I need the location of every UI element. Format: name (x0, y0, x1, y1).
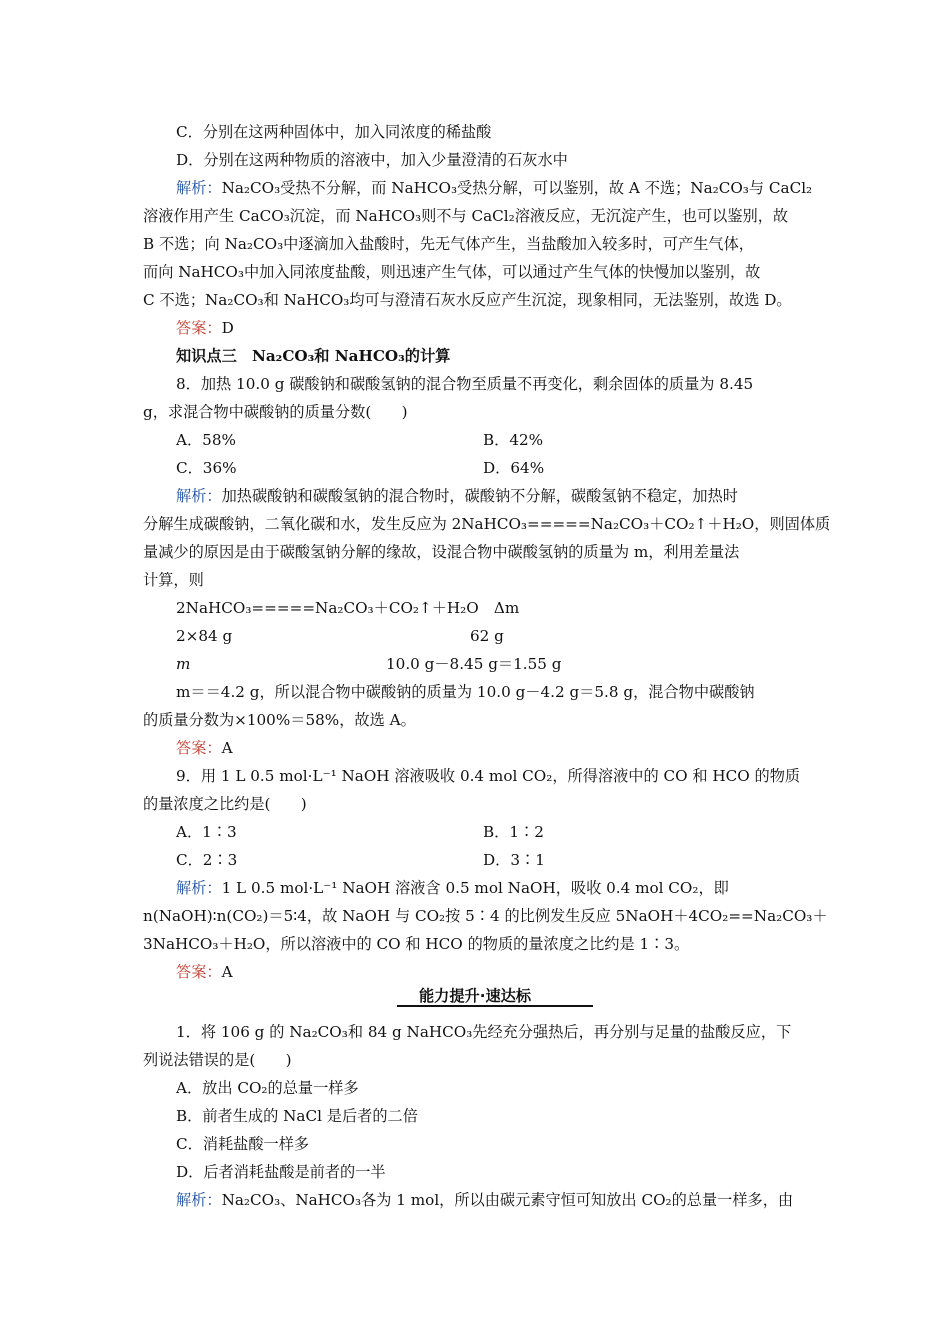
analysis-line: 3NaHCO₃＋H₂O，所以溶液中的 CO 和 HCO 的物质的量浓度之比约是 1∶3。 (143, 935, 690, 953)
question-1-cont: 列说法错误的是( ) (143, 1051, 292, 1069)
answer-line (176, 318, 234, 338)
option-a: A．1∶3 (176, 823, 237, 841)
analysis-label: 解析： (176, 179, 222, 197)
analysis-label: 解析： (176, 879, 222, 897)
section-title: 能力提升·速达标 (418, 987, 532, 1005)
equation-difference: 10.0 g－8.45 g＝1.55 g (386, 655, 562, 673)
analysis-text: 加热碳酸钠和碳酸氢钠的混合物时，碳酸钠不分解，碳酸氢钠不稳定，加热时 (221, 487, 738, 505)
answer-line (176, 738, 233, 758)
analysis-line: B 不选；向 Na₂CO₃中逐滴加入盐酸时，先无气体产生，当盐酸加入较多时，可产生气体， (143, 235, 754, 253)
question-8: 8．加热 10.0 g 碳酸钠和碳酸氢钠的混合物至质量不再变化，剩余固体的质量为 8.45 (176, 375, 754, 393)
analysis-line: n(NaOH)∶n(CO₂)＝5∶4，故 NaOH 与 CO₂按 5∶4 的比例发生反应 5NaOH＋4CO₂==Na₂CO₃＋ (143, 907, 828, 925)
analysis-line: 的质量分数为×100%＝58%，故选 A。 (143, 711, 416, 729)
option-a: A．58% (176, 431, 236, 449)
answer-line (176, 962, 233, 982)
analysis-label: 解析： (176, 487, 222, 505)
analysis-text: Na₂CO₃、NaHCO₃各为 1 mol，所以由碳元素守恒可知放出 CO₂的总量一样多，由 (221, 1191, 794, 1209)
analysis-text: Na₂CO₃受热不分解，而 NaHCO₃受热分解，可以鉴别，故 A 不选；Na₂CO₃与 CaCl₂ (221, 179, 813, 197)
analysis-line (176, 486, 738, 506)
analysis-line: 计算，则 (143, 571, 204, 589)
analysis-line: 量减少的原因是由于碳酸氢钠分解的缘故，设混合物中碳酸氢钠的质量为 m，利用差量法 (143, 543, 740, 561)
option-c: C．分别在这两种固体中，加入同浓度的稀盐酸 (176, 123, 492, 141)
equation-delta: 62 g (470, 627, 504, 645)
analysis-line (176, 178, 812, 198)
equation-line: 2NaHCO₃=====Na₂CO₃＋CO₂↑＋H₂O Δm (176, 599, 520, 617)
answer-label: 答案： (176, 319, 222, 337)
knowledge-point-heading: 知识点三 Na₂CO₃和 NaHCO₃的计算 (176, 347, 451, 365)
equation-mass: 2×84 g (176, 627, 233, 645)
answer-value: D (221, 319, 234, 337)
analysis-line (176, 1190, 793, 1210)
analysis-line (176, 878, 729, 898)
analysis-line: 而向 NaHCO₃中加入同浓度盐酸，则迅速产生气体，可以通过产生气体的快慢加以鉴别，故 (143, 263, 761, 281)
answer-value: A (221, 963, 233, 981)
analysis-label: 解析： (176, 1191, 222, 1209)
analysis-line: 溶液作用产生 CaCO₃沉淀，而 NaHCO₃则不与 CaCl₂溶液反应，无沉淀产生，也可以鉴别，故 (143, 207, 789, 225)
equation-variable: m (176, 655, 191, 673)
option-d: D．3∶1 (483, 851, 545, 869)
question-9: 9．用 1 L 0.5 mol·L⁻¹ NaOH 溶液吸收 0.4 mol CO₂，所得溶液中的 CO 和 HCO 的物质 (176, 767, 801, 785)
analysis-line: C 不选；Na₂CO₃和 NaHCO₃均可与澄清石灰水反应产生沉淀，现象相同，无法鉴别，故选 D。 (143, 291, 792, 309)
question-8-cont: g，求混合物中碳酸钠的质量分数( ) (143, 403, 408, 421)
option-d: D．后者消耗盐酸是前者的一半 (176, 1163, 386, 1181)
question-1: 1．将 106 g 的 Na₂CO₃和 84 g NaHCO₃先经充分强热后，再分别与足量的盐酸反应，下 (176, 1023, 792, 1041)
question-9-cont: 的量浓度之比约是( ) (143, 795, 307, 813)
option-d: D．分别在这两种物质的溶液中，加入少量澄清的石灰水中 (176, 151, 568, 169)
answer-label: 答案： (176, 963, 222, 981)
analysis-line: 分解生成碳酸钠，二氧化碳和水，发生反应为 2NaHCO₃=====Na₂CO₃＋CO₂↑＋H₂O，则固体质 (143, 515, 831, 533)
option-b: B．1∶2 (483, 823, 544, 841)
option-c: C．36% (176, 459, 237, 477)
option-d: D．64% (483, 459, 545, 477)
option-b: B．42% (483, 431, 544, 449)
option-c: C．2∶3 (176, 851, 238, 869)
option-a: A．放出 CO₂的总量一样多 (176, 1079, 359, 1097)
answer-value: A (221, 739, 233, 757)
analysis-line: m＝＝4.2 g，所以混合物中碳酸钠的质量为 10.0 g－4.2 g＝5.8 g，混合物中碳酸钠 (176, 683, 755, 701)
option-b: B．前者生成的 NaCl 是后者的二倍 (176, 1107, 418, 1125)
section-title-underline (397, 1000, 593, 1007)
option-c: C．消耗盐酸一样多 (176, 1135, 310, 1153)
analysis-text: 1 L 0.5 mol·L⁻¹ NaOH 溶液含 0.5 mol NaOH，吸收 0.4 mol CO₂，即 (221, 879, 729, 897)
answer-label: 答案： (176, 739, 222, 757)
